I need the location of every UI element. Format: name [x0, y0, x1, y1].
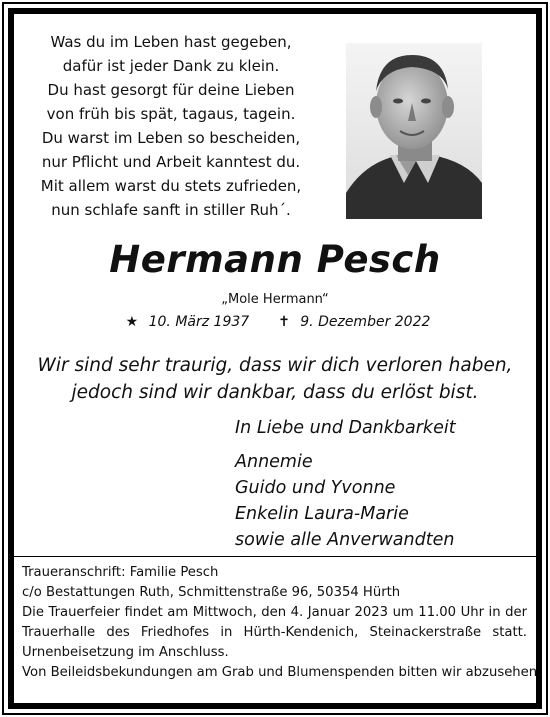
star-icon: ★	[125, 314, 139, 330]
cross-icon: ✝	[278, 314, 290, 330]
life-dates	[0, 314, 550, 330]
footer-line: Urnenbeisetzung im Anschluss.	[22, 645, 229, 660]
footer-line: Von Beileidsbekundungen am Grab und Blumenspenden bitten wir abzusehen.	[22, 665, 542, 680]
mourner-name: sowie alle Anverwandten	[235, 530, 455, 550]
poem-line: Mit allem warst du stets zufrieden,	[40, 177, 302, 195]
death-date: 9. Dezember 2022	[300, 314, 431, 330]
poem-line: Du warst im Leben so bescheiden,	[41, 129, 301, 147]
poem-line: nur Pflicht und Arbeit kanntest du.	[41, 153, 301, 171]
poem	[36, 30, 306, 222]
footer-line: Traueranschrift: Familie Pesch	[22, 565, 219, 580]
mourner-name: Guido und Yvonne	[235, 478, 396, 498]
mourner-name: Annemie	[235, 452, 313, 472]
quote-line: jedoch sind wir dankbar, dass du erlöst bist.	[71, 382, 479, 403]
nickname: „Mole Hermann“	[221, 292, 329, 307]
mourners-block	[235, 415, 456, 553]
quote-line: Wir sind sehr traurig, dass wir dich verloren haben,	[37, 355, 513, 376]
poem-line: Du hast gesorgt für deine Lieben	[47, 81, 295, 99]
footer-line: Die Trauerfeier findet am Mittwoch, den 4. Januar 2023 um 11.00 Uhr in der	[22, 605, 527, 620]
divider	[14, 556, 536, 557]
mourners-intro: In Liebe und Dankbarkeit	[235, 418, 456, 438]
poem-line: dafür ist jeder Dank zu klein.	[62, 57, 280, 75]
mourning-quote	[0, 352, 550, 406]
footer-info	[22, 563, 542, 683]
birth-date: 10. März 1937	[148, 314, 250, 330]
deceased-name: Hermann Pesch	[109, 238, 441, 281]
footer-line: c/o Bestattungen Ruth, Schmittenstraße 96, 50354 Hürth	[22, 585, 401, 600]
poem-line: von früh bis spät, tagaus, tagein.	[46, 105, 296, 123]
poem-line: Was du im Leben hast gegeben,	[50, 33, 292, 51]
portrait-photo	[346, 43, 482, 219]
poem-line: nun schlafe sanft in stiller Ruh´.	[51, 201, 291, 219]
footer-line: Trauerhalle des Friedhofes in Hürth-Kendenich, Steinackerstraße statt.	[22, 625, 527, 640]
mourner-name: Enkelin Laura-Marie	[235, 504, 409, 524]
